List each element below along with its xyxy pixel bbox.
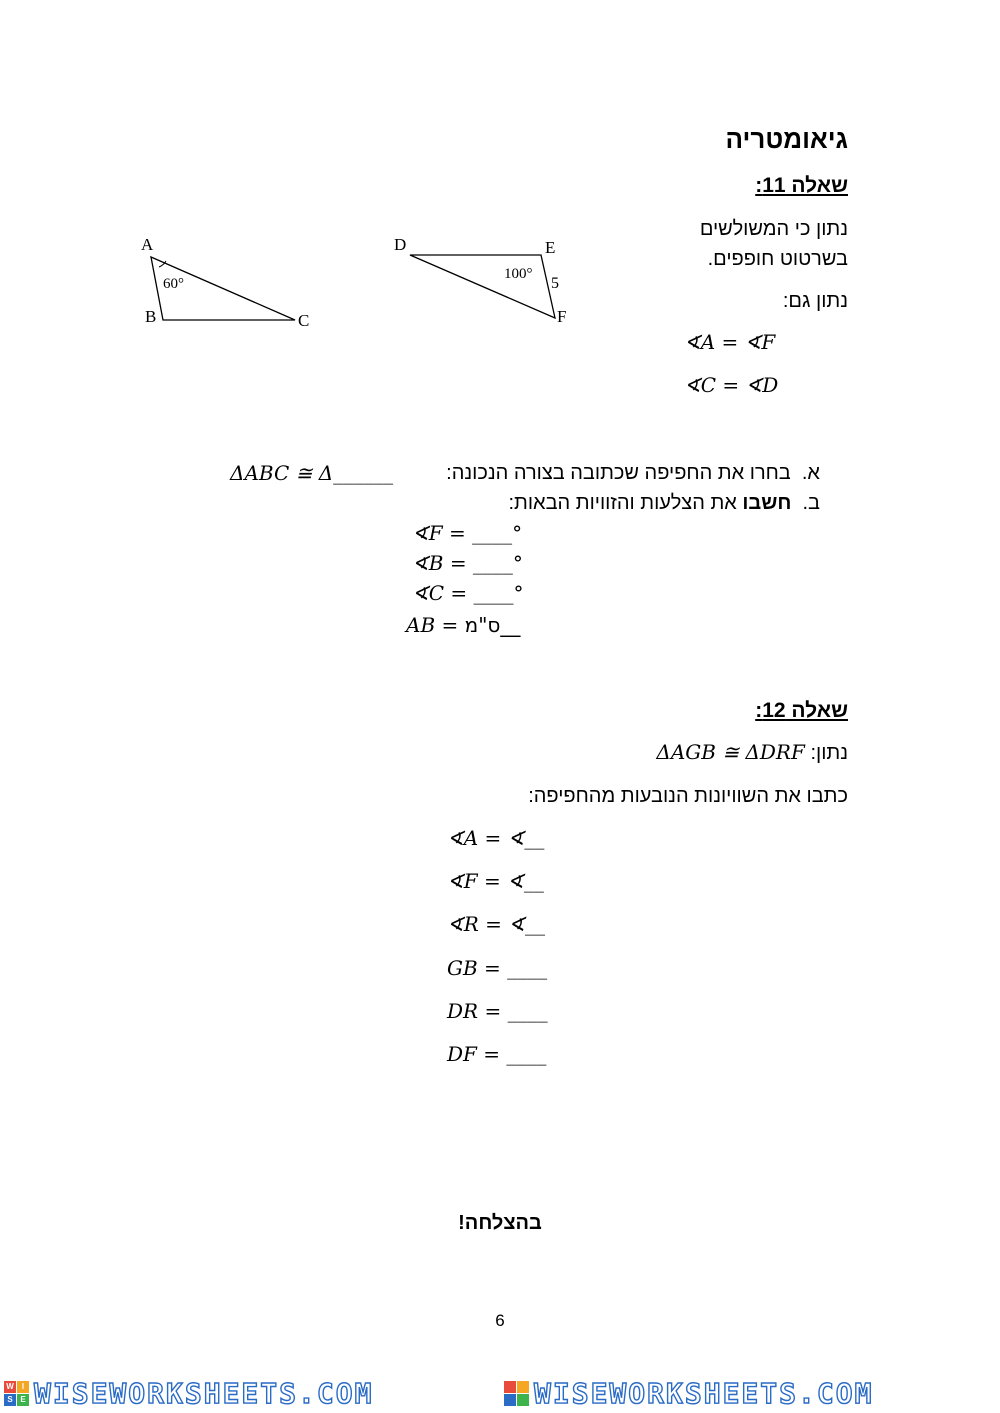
q12-eq-side-df[interactable]: DF = ____ — [447, 1042, 547, 1066]
footer-brand-band — [0, 1373, 1000, 1413]
part-a-congruence-blank[interactable]: ΔABC ≅ Δ______ — [230, 461, 394, 485]
logo-letter-s: S — [4, 1394, 16, 1406]
vertex-a-label: A — [141, 235, 154, 254]
brand-logo-icon — [4, 1381, 30, 1407]
vertex-b-label: B — [145, 307, 157, 326]
q11-equation-1: ∢A = ∢F — [684, 330, 776, 354]
logo-letter-w: W — [4, 1381, 16, 1393]
q12-eq-angle-r[interactable]: ∢R = ∢__ — [447, 912, 546, 936]
side-ef-length-label: 5 — [551, 275, 559, 292]
q11-given-line-1: נתון כי המשולשים — [699, 218, 848, 240]
q11-part-a — [446, 458, 820, 488]
side-ab-math: AB = — [406, 613, 465, 637]
angle-a-60-label: 60° — [163, 276, 184, 292]
q11-part-b — [508, 488, 820, 518]
q11-given-also: נתון גם: — [782, 290, 848, 312]
q12-instruction: כתבו את השוויונות הנובעות מהחפיפה: — [528, 785, 848, 807]
logo-letter-e: E — [17, 1394, 29, 1406]
q12-given-label: נתון: — [810, 742, 848, 764]
q12-eq-angle-a[interactable]: ∢A = ∢__ — [447, 826, 545, 850]
part-a-label: א. — [801, 462, 820, 484]
calc-angle-b[interactable]: ∢B = ____° — [412, 551, 523, 575]
page-title: גיאומטריה — [725, 124, 848, 154]
brand-logo-icon-2 — [504, 1381, 530, 1407]
logo-letter-i: I — [17, 1381, 29, 1393]
brand-wordmark-1: WISEWORKSHEETS.COM — [34, 1377, 374, 1410]
question-11-heading: שאלה 11: — [755, 174, 848, 197]
closing-good-luck: בהצלחה! — [458, 1212, 542, 1234]
part-a-text: בחרו את החפיפה שכתובה בצורה הנכונה: — [446, 462, 791, 484]
part-b-label: ב. — [802, 492, 820, 514]
q11-equation-2: ∢C = ∢D — [684, 373, 779, 397]
vertex-d-label: D — [394, 235, 407, 254]
q12-eq-side-gb[interactable]: GB = ____ — [447, 956, 548, 980]
vertex-c-label: C — [298, 311, 310, 330]
calc-angle-f[interactable]: ∢F = ____° — [412, 521, 523, 545]
q11-given-line-2: בשרטוט חופפים. — [707, 248, 848, 270]
side-ab-unit-blank: __ס"מ — [464, 613, 521, 637]
vertex-f-label: F — [557, 307, 567, 326]
vertex-e-label: E — [545, 238, 556, 257]
q12-given-congruence: ΔAGB ≅ ΔDRF — [656, 740, 805, 764]
brand-wordmark-2: WISEWORKSHEETS.COM — [534, 1377, 874, 1410]
question-12-heading: שאלה 12: — [755, 699, 848, 722]
triangles-diagram — [130, 225, 600, 340]
triangle-def — [410, 255, 555, 318]
q12-eq-side-dr[interactable]: DR = ____ — [447, 999, 548, 1023]
page-number: 6 — [495, 1311, 505, 1330]
calc-side-ab[interactable] — [406, 613, 520, 638]
part-b-bold-word: חשבו — [742, 492, 792, 514]
calc-angle-c[interactable]: ∢C = ____° — [412, 581, 524, 605]
q12-eq-angle-f[interactable]: ∢F = ∢__ — [447, 869, 544, 893]
q11-given-text — [628, 214, 848, 274]
angle-e-100-label: 100° — [504, 266, 533, 282]
q12-given — [656, 737, 848, 768]
part-b-text: את הצלעות והזוויות הבאות: — [508, 492, 737, 514]
